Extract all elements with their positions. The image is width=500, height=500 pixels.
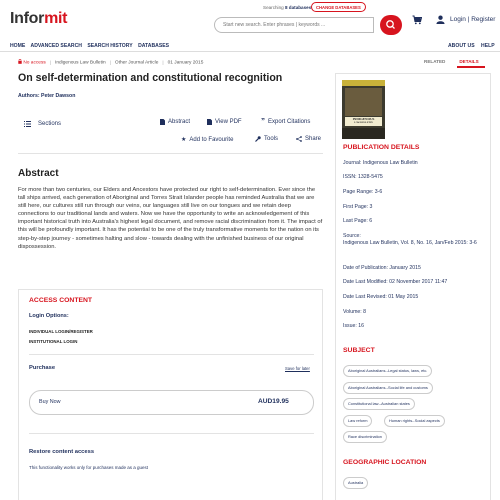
pdf-icon [207,119,212,125]
detail-date-of-publication: Date of Publication: January 2015 [343,265,421,271]
access-status: No access [23,60,46,66]
access-divider [29,433,314,434]
detail-date-last-modified: Date Last Modified: 02 November 2017 11:47 [343,279,448,285]
share-button[interactable]: Share [296,136,321,142]
detail-issue: Issue: 16 [343,323,365,329]
nav-help[interactable]: HELP [481,43,495,49]
detail-last-page: Last Page: 6 [343,218,373,224]
secondary-nav [443,43,495,49]
article-authors[interactable]: Authors: Peter Dawson [18,93,76,99]
tab-related[interactable]: RELATED [424,59,446,64]
subject-tag[interactable]: Aboriginal Australians--Social life and customs [343,382,433,394]
search-input[interactable] [214,17,374,33]
document-icon [160,119,165,125]
star-icon: ★ [181,137,187,143]
user-icon [436,15,445,24]
detail-page-range: Page Range: 3-6 [343,189,383,195]
save-for-later-link[interactable]: Save for later [285,366,310,371]
tab-details[interactable]: DETAILS [459,59,479,64]
subject-tag[interactable]: Race discrimination [343,431,387,443]
nav-search-history[interactable]: SEARCH HISTORY [87,43,133,49]
detail-issn: ISSN: 1328-5475 [343,174,383,180]
cart-icon[interactable] [412,15,422,25]
detail-journal: Journal: Indigenous Law Bulletin [343,160,418,166]
meta-article-type: Other Journal Article [114,60,159,66]
meta-journal[interactable]: Indigenous Law Bulletin [55,60,106,66]
access-content-heading: ACCESS CONTENT [29,297,93,304]
restore-access-label: Restore content access [29,449,95,455]
active-tab-indicator [457,66,485,68]
view-pdf-button[interactable]: View PDF [207,119,242,125]
login-register-link[interactable]: Login | Register [450,16,496,23]
subject-tag[interactable]: Constitutional law--Australian states [343,398,415,410]
meta-date: 01 January 2015 [167,60,204,66]
individual-login-link[interactable]: INDIVIDUAL LOGIN/REGISTER [29,329,93,334]
detail-first-page: First Page: 3 [343,204,373,210]
subject-tag[interactable]: Human rights--Social aspects [384,415,445,427]
purchase-label: Purchase [29,365,56,371]
toolbar-divider [18,153,323,154]
list-icon [24,121,31,127]
quote-icon: ” [261,117,265,126]
cover-title-line1: INDIGENOUS [352,117,375,121]
search-button[interactable] [380,15,402,35]
geographic-tag[interactable]: Australia [343,477,368,489]
article-meta: No access | Indigenous Law Bulletin | Other Journal Article | 01 January 2015 [18,59,203,66]
detail-volume: Volume: 8 [343,309,367,315]
main-nav [10,43,173,49]
journal-cover-image[interactable] [342,80,385,139]
nav-about-us[interactable]: ABOUT US [448,43,475,49]
buy-price: AUD19.95 [258,398,289,405]
informit-logo[interactable]: Informit [10,10,68,27]
restore-access-note: This functionality works only for purchases made as a guest [29,465,149,470]
publication-details-heading: PUBLICATION DETAILS [343,144,420,151]
cover-title-line2: LAW BULLETIN [354,121,373,125]
detail-source: Source: Indigenous Law Bulletin, Vol. 8, No. 16, Jan/Feb 2015: 3-6 [343,233,477,246]
side-tabs [424,59,479,64]
buy-now-label: Buy Now [39,399,61,405]
share-icon [296,136,302,142]
abstract-text: For more than two centuries, our Elders and Ancestors have protected our right to self-determination. Ever since the tall ships arrived, each generation of Aboriginal and Torres Strait Islander people has reminded Australia that we are still here, our cultures still run through our veins, our languages still live on our tongues and we retain deep connections to our traditional lands and waters. Now we have the opportunity to write an acknowledgement of this important historical truth into Australia's highest legal document, and remove racial discrimination from it. The impact of this will be profoundly important. It has the potential to be one of the truly transformative moments for the nation on its step-by-step journey - sometimes halting and slow - towards dealing with the unfinished business of our original dispossession. [18,187,323,250]
nav-databases[interactable]: DATABASES [138,43,170,49]
nav-home[interactable]: HOME [10,43,26,49]
detail-date-last-revised: Date Last Revised: 01 May 2015 [343,294,419,300]
export-citations-button[interactable]: ” Export Citations [261,117,311,126]
login-options-label: Login Options: [29,313,69,319]
subject-tag[interactable]: Aboriginal Australians--Legal status, laws, etc. [343,365,432,377]
wrench-icon [255,136,261,142]
add-to-favourite-button[interactable]: ★ Add to Favourite [181,136,234,143]
subject-heading: SUBJECT [343,347,375,354]
abstract-button[interactable]: Abstract [160,119,190,125]
geographic-location-heading: GEOGRAPHIC LOCATION [343,459,427,466]
nav-divider [0,51,500,52]
searching-databases-info: Searching 8 databases [263,5,312,10]
sections-button[interactable]: Sections [24,121,61,127]
change-databases-button[interactable]: CHANGE DATABASES [311,2,366,12]
institutional-login-link[interactable]: INSTITUTIONAL LOGIN [29,339,78,344]
abstract-heading: Abstract [18,168,59,179]
article-title: On self-determination and constitutional recognition [18,72,283,84]
nav-advanced-search[interactable]: ADVANCED SEARCH [30,43,82,49]
tools-button[interactable]: Tools [255,136,278,142]
access-divider [29,354,314,355]
subject-tag[interactable]: Law reform [343,415,372,427]
search-icon [380,15,402,35]
lock-icon [18,59,22,64]
